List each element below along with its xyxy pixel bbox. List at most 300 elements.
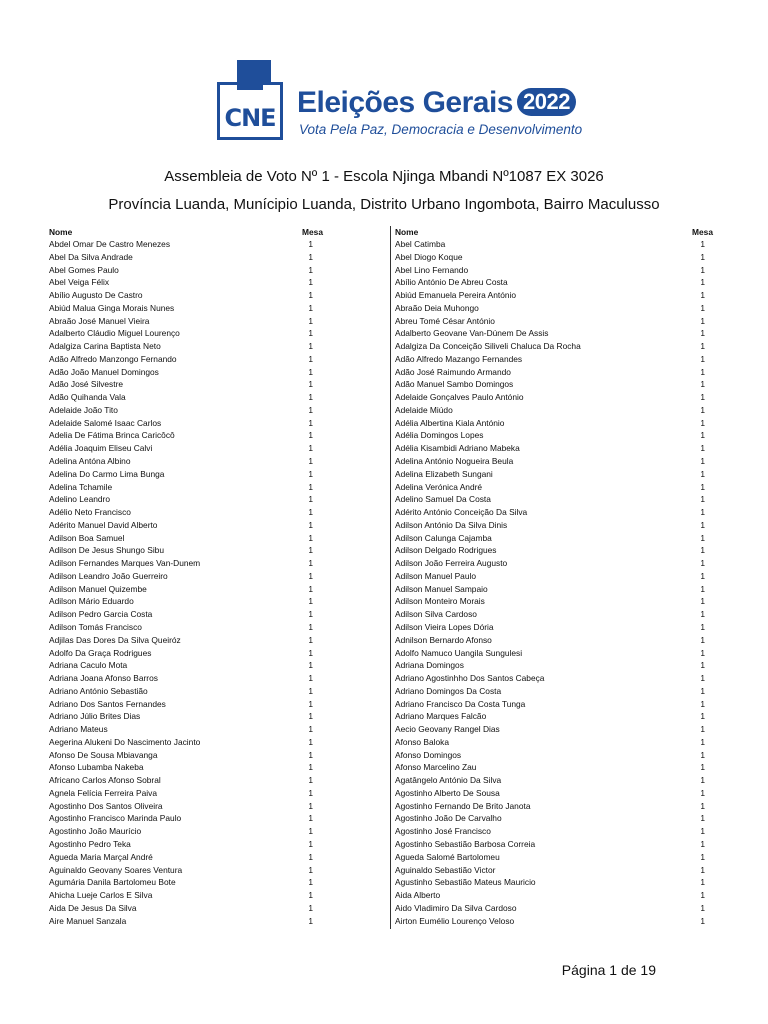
voter-name: Adriana Joana Afonso Barros — [49, 673, 158, 684]
voter-mesa: 1 — [700, 290, 705, 301]
voter-mesa: 1 — [308, 749, 313, 760]
voter-row — [395, 583, 715, 596]
voter-mesa: 1 — [700, 864, 705, 875]
voter-name: Afonso Baloka — [395, 736, 450, 747]
voter-name: Adriana Domingos — [395, 660, 464, 671]
voter-name: Adelina Do Carmo Lima Bunga — [49, 468, 165, 479]
voter-row — [395, 544, 715, 557]
mesa-header: Mesa — [302, 227, 323, 237]
voter-mesa: 1 — [308, 315, 313, 326]
voter-mesa: 1 — [308, 583, 313, 594]
voter-row — [49, 774, 325, 787]
voter-row — [395, 672, 715, 685]
voter-name: Adérito Manuel David Alberto — [49, 519, 158, 530]
voter-mesa: 1 — [308, 468, 313, 479]
voter-name: Adélia Joaquim Eliseu Calvi — [49, 443, 153, 454]
voter-mesa: 1 — [700, 404, 705, 415]
voter-row — [49, 532, 325, 545]
voter-row — [395, 864, 715, 877]
voter-name: Abel Diogo Koque — [395, 251, 463, 262]
voter-name: Adilson Leandro João Guerreiro — [49, 570, 168, 581]
voter-row — [49, 685, 325, 698]
voter-mesa: 1 — [308, 507, 313, 518]
voter-row — [49, 749, 325, 762]
voter-mesa: 1 — [308, 379, 313, 390]
voter-mesa: 1 — [700, 711, 705, 722]
voter-mesa: 1 — [700, 519, 705, 530]
voter-name: Adão Quihanda Vala — [49, 392, 126, 403]
voter-mesa: 1 — [700, 634, 705, 645]
voter-name: Adilson Silva Cardoso — [395, 609, 477, 620]
voter-row — [395, 761, 715, 774]
voter-name: Adelaide Miúdo — [395, 404, 453, 415]
voter-row — [49, 468, 325, 481]
voter-name: Abraão Deia Muhongo — [395, 302, 479, 313]
voter-row — [395, 685, 715, 698]
voter-mesa: 1 — [700, 430, 705, 441]
voter-mesa: 1 — [308, 685, 313, 696]
voter-name: Adelaide Salomé Isaac Carlos — [49, 417, 162, 428]
voter-name: Agostinho José Francisco — [395, 826, 491, 837]
voter-row — [49, 672, 325, 685]
voter-mesa: 1 — [700, 302, 705, 313]
voter-row — [395, 455, 715, 468]
voter-row — [49, 455, 325, 468]
voter-mesa: 1 — [308, 481, 313, 492]
voter-name: Adilson Manuel Paulo — [395, 570, 477, 581]
voter-row — [395, 289, 715, 302]
voter-name: Adnilson Bernardo Afonso — [395, 634, 492, 645]
column-header — [395, 226, 715, 238]
voter-name: Aguinaldo Sebastião Victor — [395, 864, 496, 875]
voter-name: Adilson Manuel Quizembe — [49, 583, 147, 594]
voter-row — [395, 749, 715, 762]
voter-mesa: 1 — [308, 596, 313, 607]
voter-row — [49, 608, 325, 621]
voter-name: Adélio Neto Francisco — [49, 507, 131, 518]
voter-mesa: 1 — [308, 532, 313, 543]
voter-mesa: 1 — [308, 787, 313, 798]
voter-mesa: 1 — [700, 736, 705, 747]
voter-row — [49, 583, 325, 596]
voter-row — [395, 812, 715, 825]
voter-mesa: 1 — [308, 353, 313, 364]
voter-name: Adelaide João Tito — [49, 404, 118, 415]
voter-row — [49, 876, 325, 889]
voter-name: Adélia Kisambidi Adriano Mabeka — [395, 443, 520, 454]
voter-name: Adilson De Jesus Shungo Sibu — [49, 545, 164, 556]
voter-name: Adilson Delgado Rodrigues — [395, 545, 497, 556]
logo-slogan: Vota Pela Paz, Democracia e Desenvolvimento — [299, 122, 583, 137]
voter-mesa: 1 — [308, 826, 313, 837]
voter-name: Adriano Mateus — [49, 724, 108, 735]
voter-row — [395, 315, 715, 328]
voter-row — [395, 251, 715, 264]
voter-row — [395, 800, 715, 813]
voter-row — [49, 621, 325, 634]
voter-name: Aido Vladimiro Da Silva Cardoso — [395, 902, 517, 913]
voter-list-left — [49, 226, 325, 927]
voter-row — [49, 340, 325, 353]
voter-row — [49, 315, 325, 328]
voter-row — [49, 838, 325, 851]
voter-name: Adão Alfredo Mazango Fernandes — [395, 353, 523, 364]
voter-row — [395, 647, 715, 660]
voter-row — [49, 710, 325, 723]
voter-name: Adalberto Cláudio Miguel Lourenço — [49, 328, 180, 339]
voter-name: Adelino Samuel Da Costa — [395, 494, 491, 505]
voter-mesa: 1 — [700, 673, 705, 684]
voter-mesa: 1 — [308, 251, 313, 262]
voter-mesa: 1 — [308, 864, 313, 875]
voter-name: Adjilas Das Dores Da Silva Queiróz — [49, 634, 181, 645]
voter-row — [395, 723, 715, 736]
voter-row — [395, 621, 715, 634]
voter-row — [395, 889, 715, 902]
voter-name: Aegerina Alukeni Do Nascimento Jacinto — [49, 736, 201, 747]
voter-name: Adilson Tomás Francisco — [49, 621, 142, 632]
voter-mesa: 1 — [308, 456, 313, 467]
voter-name: Abreu Tomé César António — [395, 315, 495, 326]
voter-mesa: 1 — [308, 609, 313, 620]
voter-row — [49, 557, 325, 570]
voter-row — [49, 327, 325, 340]
voter-mesa: 1 — [700, 685, 705, 696]
voter-row — [49, 429, 325, 442]
voter-mesa: 1 — [308, 570, 313, 581]
voter-row — [49, 787, 325, 800]
voter-row — [395, 378, 715, 391]
voter-name: Agueda Salomé Bartolomeu — [395, 851, 500, 862]
voter-mesa: 1 — [308, 634, 313, 645]
voter-row — [49, 264, 325, 277]
voter-mesa: 1 — [700, 570, 705, 581]
voter-mesa: 1 — [308, 519, 313, 530]
voter-mesa: 1 — [308, 302, 313, 313]
voter-name: Agostinho Alberto De Sousa — [395, 787, 500, 798]
voter-mesa: 1 — [700, 890, 705, 901]
voter-row — [49, 506, 325, 519]
voter-name: Aguinaldo Geovany Soares Ventura — [49, 864, 183, 875]
logo-title — [297, 86, 576, 120]
voter-row — [49, 915, 325, 928]
voter-mesa: 1 — [700, 507, 705, 518]
voter-mesa: 1 — [700, 762, 705, 773]
voter-row — [49, 238, 325, 251]
voter-mesa: 1 — [308, 890, 313, 901]
voter-row — [395, 698, 715, 711]
voter-row — [395, 264, 715, 277]
voter-row — [395, 876, 715, 889]
voter-mesa: 1 — [700, 775, 705, 786]
voter-name: Abel Da Silva Andrade — [49, 251, 133, 262]
voter-name: Adilson Manuel Sampaio — [395, 583, 488, 594]
voter-row — [49, 519, 325, 532]
voter-mesa: 1 — [700, 468, 705, 479]
voter-mesa: 1 — [308, 264, 313, 275]
voter-row — [49, 570, 325, 583]
voter-name: Agostinho Fernando De Brito Janota — [395, 800, 531, 811]
logo-year: 2022 — [517, 88, 576, 116]
voter-row — [395, 519, 715, 532]
voter-name: Abel Gomes Paulo — [49, 264, 119, 275]
voter-name: Agostinho Francisco Marinda Paulo — [49, 813, 182, 824]
logo-title-text: Eleições Gerais — [297, 86, 513, 119]
voter-row — [49, 378, 325, 391]
voter-name: Adriano António Sebastião — [49, 685, 148, 696]
voter-name: Agostinho Dos Santos Oliveira — [49, 800, 163, 811]
voter-row — [395, 608, 715, 621]
voter-row — [395, 787, 715, 800]
voter-mesa: 1 — [700, 621, 705, 632]
voter-name: Agostinho João Maurício — [49, 826, 142, 837]
voter-mesa: 1 — [308, 698, 313, 709]
voter-mesa: 1 — [700, 647, 705, 658]
voter-name: Adelina Elizabeth Sungani — [395, 468, 493, 479]
voter-mesa: 1 — [308, 838, 313, 849]
voter-row — [49, 812, 325, 825]
voter-mesa: 1 — [308, 877, 313, 888]
voter-name: Adolfo Da Graça Rodrigues — [49, 647, 152, 658]
voter-row — [49, 736, 325, 749]
voter-row — [49, 659, 325, 672]
voter-name: Afonso Domingos — [395, 749, 462, 760]
voter-name: Adriano Dos Santos Fernandes — [49, 698, 166, 709]
voter-name: Agostinho Pedro Teka — [49, 838, 131, 849]
voter-name: Abel Lino Fernando — [395, 264, 469, 275]
voter-mesa: 1 — [308, 902, 313, 913]
voter-mesa: 1 — [308, 366, 313, 377]
voter-name: Adélia Domingos Lopes — [395, 430, 484, 441]
voter-mesa: 1 — [700, 851, 705, 862]
voter-mesa: 1 — [700, 277, 705, 288]
voter-row — [395, 851, 715, 864]
voter-mesa: 1 — [700, 596, 705, 607]
voter-name: Adriana Caculo Mota — [49, 660, 128, 671]
voter-name: Adão José Silvestre — [49, 379, 124, 390]
voter-mesa: 1 — [700, 800, 705, 811]
voter-row — [395, 838, 715, 851]
voter-row — [49, 634, 325, 647]
voter-mesa: 1 — [308, 430, 313, 441]
voter-row — [49, 251, 325, 264]
voter-name: Adão João Manuel Domingos — [49, 366, 159, 377]
voter-name: Abraão José Manuel Vieira — [49, 315, 150, 326]
voter-mesa: 1 — [700, 353, 705, 364]
voter-name: Adilson António Da Silva Dinis — [395, 519, 508, 530]
voter-mesa: 1 — [700, 813, 705, 824]
voter-row — [395, 532, 715, 545]
voter-name: Adelina António Nogueira Beula — [395, 456, 514, 467]
voter-name: Adão José Raimundo Armando — [395, 366, 511, 377]
voter-name: Adelino Leandro — [49, 494, 111, 505]
voter-row — [395, 493, 715, 506]
voter-name: Adelina Verónica André — [395, 481, 483, 492]
voter-mesa: 1 — [308, 392, 313, 403]
voter-mesa: 1 — [700, 826, 705, 837]
column-divider — [390, 226, 391, 929]
voter-name: Adriano Júlio Brites Dias — [49, 711, 141, 722]
voter-name: Adilson Vieira Lopes Dória — [395, 621, 494, 632]
voter-row — [49, 391, 325, 404]
voter-row — [49, 302, 325, 315]
voter-row — [49, 902, 325, 915]
voter-name: Adelina Tchamile — [49, 481, 113, 492]
voter-name: Adilson Fernandes Marques Van-Dunem — [49, 558, 201, 569]
voter-name: Adérito António Conceição Da Silva — [395, 507, 528, 518]
voter-row — [395, 634, 715, 647]
voter-row — [395, 302, 715, 315]
voter-row — [49, 800, 325, 813]
voter-name: Afonso Marcelino Zau — [395, 762, 477, 773]
voter-mesa: 1 — [700, 443, 705, 454]
voter-mesa: 1 — [700, 724, 705, 735]
voter-mesa: 1 — [308, 813, 313, 824]
voter-mesa: 1 — [700, 609, 705, 620]
voter-row — [395, 404, 715, 417]
voter-name: Adilson Mário Eduardo — [49, 596, 134, 607]
voter-name: Agumária Danila Bartolomeu Bote — [49, 877, 176, 888]
voter-row — [49, 864, 325, 877]
voter-list-right — [395, 226, 715, 927]
voter-row — [49, 647, 325, 660]
voter-row — [49, 889, 325, 902]
voter-row — [395, 429, 715, 442]
voter-mesa: 1 — [700, 341, 705, 352]
voter-mesa: 1 — [700, 660, 705, 671]
voter-mesa: 1 — [700, 251, 705, 262]
voter-row — [49, 276, 325, 289]
voter-mesa: 1 — [700, 545, 705, 556]
voter-row — [395, 774, 715, 787]
voter-mesa: 1 — [308, 800, 313, 811]
voter-mesa: 1 — [308, 404, 313, 415]
voter-mesa: 1 — [308, 621, 313, 632]
voter-name: Adilson Monteiro Morais — [395, 596, 485, 607]
voter-name: Abílio António De Abreu Costa — [395, 277, 508, 288]
voter-name: Agnela Felícia Ferreira Paiva — [49, 787, 157, 798]
voter-mesa: 1 — [700, 558, 705, 569]
voter-row — [49, 481, 325, 494]
voter-row — [49, 595, 325, 608]
voter-mesa: 1 — [308, 328, 313, 339]
voter-row — [395, 736, 715, 749]
page-number: Página 1 de 19 — [561, 962, 656, 978]
voter-row — [49, 417, 325, 430]
voter-name: Adriano Domingos Da Costa — [395, 685, 502, 696]
voter-mesa: 1 — [308, 673, 313, 684]
voter-mesa: 1 — [308, 711, 313, 722]
voter-row — [49, 851, 325, 864]
voter-mesa: 1 — [700, 902, 705, 913]
voter-name: Aire Manuel Sanzala — [49, 915, 127, 926]
voter-name: Adriano Marques Falcão — [395, 711, 487, 722]
voter-row — [395, 915, 715, 928]
voter-row — [395, 391, 715, 404]
logo-acronym: CNE — [224, 104, 276, 132]
voter-row — [395, 276, 715, 289]
voter-row — [395, 710, 715, 723]
voter-row — [49, 825, 325, 838]
voter-mesa: 1 — [700, 749, 705, 760]
voter-row — [395, 481, 715, 494]
column-header — [49, 226, 325, 238]
voter-mesa: 1 — [700, 877, 705, 888]
voter-mesa: 1 — [308, 736, 313, 747]
voter-mesa: 1 — [700, 494, 705, 505]
voter-name: Adelia De Fátima Brinca Caricôcô — [49, 430, 175, 441]
name-header: Nome — [395, 227, 419, 237]
voter-mesa: 1 — [308, 494, 313, 505]
voter-name: Abílio Augusto De Castro — [49, 290, 143, 301]
voter-mesa: 1 — [700, 379, 705, 390]
voter-row — [395, 557, 715, 570]
voter-name: Adelaide Gonçalves Paulo António — [395, 392, 524, 403]
voter-row — [49, 698, 325, 711]
location-subtitle: Província Luanda, Munícipio Luanda, Distrito Urbano Ingombota, Bairro Maculusso — [108, 196, 660, 213]
voter-name: Agostinho João De Carvalho — [395, 813, 502, 824]
voter-mesa: 1 — [308, 239, 313, 249]
voter-row — [49, 544, 325, 557]
voter-name: Agostinho Sebastião Barbosa Correia — [395, 838, 536, 849]
voter-row — [395, 595, 715, 608]
voter-mesa: 1 — [308, 915, 313, 926]
voter-name: Abdel Omar De Castro Menezes — [49, 239, 171, 249]
voter-name: Adilson João Ferreira Augusto — [395, 558, 508, 569]
voter-name: Adão Alfredo Manzongo Fernando — [49, 353, 177, 364]
voter-name: Adalgiza Carina Baptista Neto — [49, 341, 161, 352]
assembly-title: Assembleia de Voto Nº 1 - Escola Njinga Mbandi Nº1087 EX 3026 — [164, 168, 604, 185]
voter-mesa: 1 — [700, 315, 705, 326]
voter-name: Adilson Calunga Cajamba — [395, 532, 492, 543]
voter-row — [49, 289, 325, 302]
voter-name: Africano Carlos Afonso Sobral — [49, 775, 161, 786]
voter-mesa: 1 — [700, 532, 705, 543]
voter-name: Abiúd Malua Ginga Morais Nunes — [49, 302, 175, 313]
voter-name: Abel Veiga Félix — [49, 277, 110, 288]
voter-mesa: 1 — [308, 417, 313, 428]
voter-mesa: 1 — [700, 264, 705, 275]
voter-name: Adolfo Namuco Uangila Sungulesi — [395, 647, 523, 658]
voter-mesa: 1 — [700, 787, 705, 798]
voter-row — [395, 468, 715, 481]
voter-mesa: 1 — [700, 583, 705, 594]
voter-row — [395, 442, 715, 455]
voter-row — [395, 417, 715, 430]
voter-row — [395, 506, 715, 519]
voter-name: Ahicha Lueje Carlos E Silva — [49, 890, 153, 901]
voter-name: Adilson Boa Samuel — [49, 532, 125, 543]
cne-logo — [215, 60, 583, 150]
voter-mesa: 1 — [308, 545, 313, 556]
voter-name: Adilson Pedro Garcia Costa — [49, 609, 153, 620]
voter-name: Aida Alberto — [395, 890, 441, 901]
voter-name: Abel Catimba — [395, 239, 446, 249]
mesa-header: Mesa — [692, 227, 713, 237]
voter-name: Adriano Agostinhho Dos Santos Cabeça — [395, 673, 545, 684]
voter-row — [395, 327, 715, 340]
voter-name: Adalberto Geovane Van-Dúnem De Assis — [395, 328, 549, 339]
voter-mesa: 1 — [308, 762, 313, 773]
voter-mesa: 1 — [700, 456, 705, 467]
voter-name: Agustinho Sebastião Mateus Mauricio — [395, 877, 536, 888]
voter-mesa: 1 — [700, 328, 705, 339]
voter-row — [395, 659, 715, 672]
voter-name: Abiúd Emanuela Pereira António — [395, 290, 517, 301]
voter-name: Airton Eumélio Lourenço Veloso — [395, 915, 515, 926]
voter-mesa: 1 — [700, 838, 705, 849]
voter-row — [395, 366, 715, 379]
